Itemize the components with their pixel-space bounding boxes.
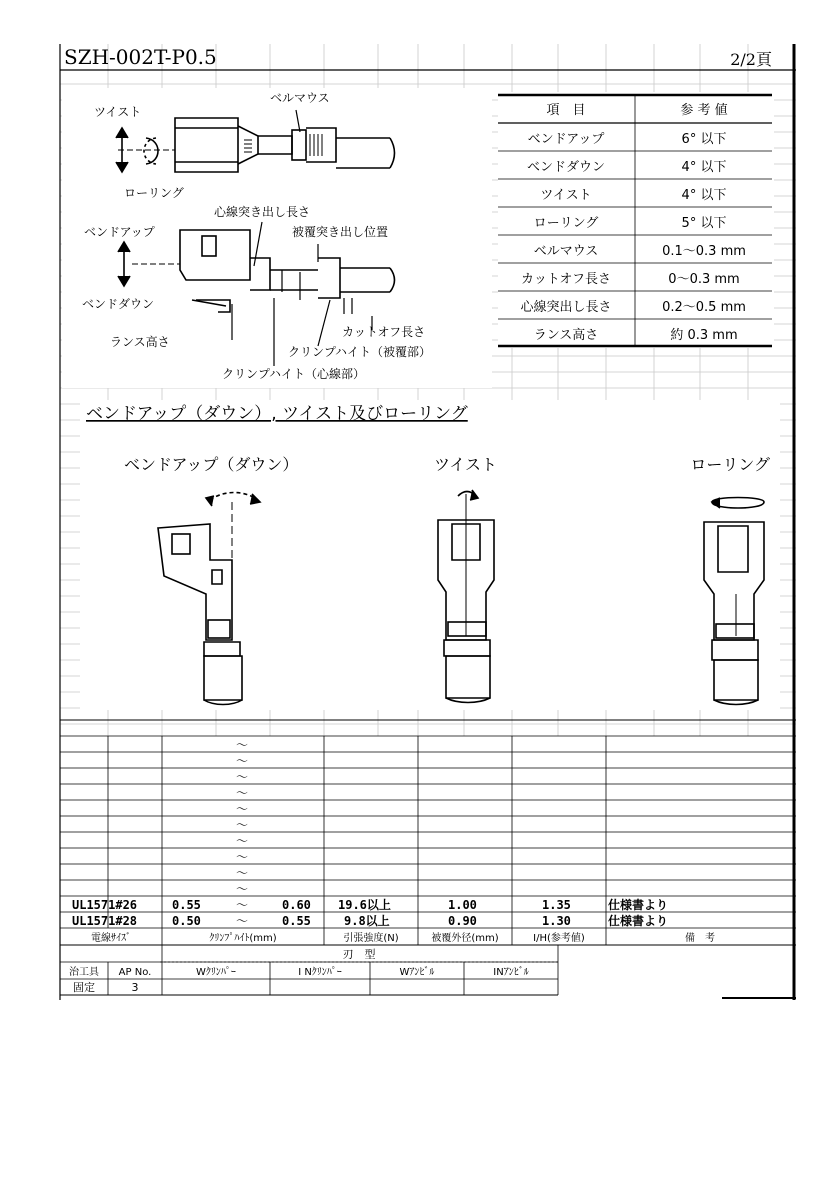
table-row-cell: UL1571#26: [72, 898, 138, 912]
table-row-cell: 0.55: [172, 898, 201, 912]
spec-item: ツイスト: [540, 188, 592, 203]
section-title: ベンドアップ（ダウン）, ツイスト及びローリング: [86, 404, 468, 424]
spec-value: 4° 以下: [681, 160, 727, 175]
svg-text:～: ～: [235, 754, 249, 768]
col-header: I/H(参考値): [533, 933, 585, 944]
label-crimp-insulation: クリンプハイト（被覆部）: [288, 345, 432, 359]
tilde-column: [236, 738, 248, 896]
svg-text:～: ～: [235, 818, 249, 832]
col-header: 備 考: [685, 933, 715, 944]
fig-label-rolling: ローリング: [690, 455, 770, 474]
tool-row: [73, 981, 139, 994]
tool-header: 治工具: [69, 967, 99, 978]
spec-item: ベルマウス: [533, 244, 599, 259]
fig-label-twist: ツイスト: [434, 455, 498, 474]
svg-text:～: ～: [235, 834, 249, 848]
data-rows: [72, 897, 668, 928]
tool-header: Wｱﾝﾋﾞﾙ: [399, 967, 435, 978]
col-header: 引張強度(N): [343, 933, 399, 944]
tool-header: AP No.: [118, 967, 152, 978]
svg-text:～: ～: [235, 770, 249, 784]
spec-item: ベンドダウン: [526, 160, 606, 175]
table-row-cell: 0.50: [172, 914, 201, 928]
tool-cell: 固定: [73, 981, 95, 994]
table-row-cell: 仕様書より: [608, 914, 669, 928]
label-bend-up: ベンドアップ: [84, 225, 155, 239]
col-header: 電線ｻｲｽﾞ: [91, 933, 131, 944]
table-row-cell: 0.60: [282, 898, 311, 912]
svg-text:～: ～: [235, 866, 249, 880]
doc-code: SZH-002T-P0.5: [64, 45, 217, 69]
spec-item: カットオフ長さ: [520, 272, 612, 287]
spec-item: ランス高さ: [533, 328, 599, 343]
label-rolling: ローリング: [124, 186, 184, 200]
table-row-cell: 1.00: [448, 898, 477, 912]
spec-header-item: 項 目: [546, 103, 586, 118]
svg-text:～: ～: [235, 802, 249, 816]
spec-value: 0.2～0.5 mm: [662, 300, 746, 315]
tool-header: Wｸﾘﾝﾊﾟｰ: [196, 967, 236, 978]
spec-value: 6° 以下: [681, 132, 727, 147]
label-core-protrusion: 心線突き出し長さ: [214, 205, 311, 219]
svg-text:～: ～: [235, 738, 249, 752]
label-insulation-protrusion: 被覆突き出し位置: [292, 225, 389, 239]
spec-value: 0.1～0.3 mm: [662, 244, 746, 259]
col-header: 被覆外径(mm): [431, 933, 499, 944]
fig-label-bend: ベンドアップ（ダウン）: [124, 455, 299, 474]
table-row-cell: 仕様書より: [608, 898, 669, 912]
spec-value: 5° 以下: [681, 216, 727, 231]
table-row-cell: 1.30: [542, 914, 571, 928]
spec-value: 約 0.3 mm: [670, 328, 738, 343]
spec-value: 4° 以下: [681, 188, 727, 203]
bottom-table-lines: [60, 736, 796, 995]
label-twist: ツイスト: [94, 105, 142, 119]
table-row-cell: UL1571#28: [72, 914, 138, 928]
spec-item: 心線突出し長さ: [520, 300, 612, 315]
label-cutoff: カットオフ長さ: [342, 325, 426, 339]
table-row-cell: 0.90: [448, 914, 477, 928]
spec-value: 0～0.3 mm: [668, 272, 740, 287]
table-row-cell: ～: [235, 914, 249, 928]
column-headers: [91, 931, 715, 944]
col-header: ｸﾘﾝﾌﾟﾊｲﾄ(mm): [209, 933, 277, 944]
label-crimp-core: クリンプハイト（心線部）: [222, 367, 366, 381]
spec-item: ベンドアップ: [527, 132, 605, 147]
spec-header-value: 参 考 値: [680, 103, 728, 118]
svg-text:～: ～: [235, 786, 249, 800]
svg-text:～: ～: [235, 850, 249, 864]
tool-headers: [69, 965, 529, 978]
page-number: 2/2頁: [730, 50, 772, 69]
table-row-cell: ～: [235, 898, 249, 912]
table-row-cell: 19.6以上: [338, 898, 391, 912]
tool-header: I Nｸﾘﾝﾊﾟｰ: [298, 967, 342, 978]
svg-text:～: ～: [235, 882, 249, 896]
tool-header: INｱﾝﾋﾞﾙ: [493, 967, 529, 978]
table-row-cell: 1.35: [542, 898, 571, 912]
spec-item: ローリング: [533, 216, 599, 231]
label-bend-down: ベンドダウン: [82, 297, 155, 311]
table-row-cell: 0.55: [282, 914, 311, 928]
blade-title: 刃 型: [342, 948, 376, 961]
tool-cell: 3: [131, 981, 139, 994]
table-row-cell: 9.8以上: [344, 914, 390, 928]
label-lance-height: ランス高さ: [110, 335, 170, 349]
label-bellmouth: ベルマウス: [270, 91, 330, 105]
